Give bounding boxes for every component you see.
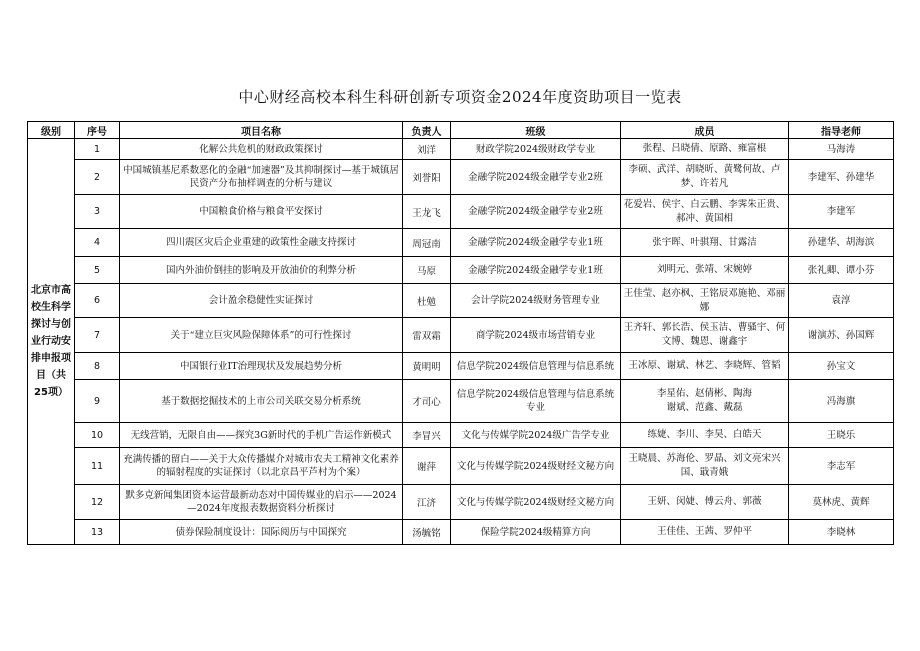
header-row bbox=[28, 122, 894, 139]
row-members: 王齐轩、郭长浩、侯玉洁、曹骚宇、何文博、魏恩、谢鑫宇 bbox=[621, 318, 789, 353]
row-class: 保险学院2024级精算方向 bbox=[451, 520, 621, 545]
row-advisor: 马海涛 bbox=[789, 139, 894, 160]
table-body bbox=[28, 139, 894, 545]
row-leader: 马原 bbox=[403, 257, 451, 284]
header-name: 项目名称 bbox=[120, 122, 403, 139]
row-members: 刘明元、张靖、宋婉婷 bbox=[621, 257, 789, 284]
header-members: 成员 bbox=[621, 122, 789, 139]
header-class: 班级 bbox=[451, 122, 621, 139]
row-seq: 3 bbox=[75, 195, 120, 229]
row-leader: 李冒兴 bbox=[403, 423, 451, 448]
row-advisor: 张礼卿、谭小芬 bbox=[789, 257, 894, 284]
row-class: 商学院2024级市场营销专业 bbox=[451, 318, 621, 353]
level-cell: 北京市高校生科学探讨与创业行动安排申报项目（共25项） bbox=[28, 139, 75, 545]
table-row bbox=[28, 139, 894, 160]
row-class: 金融学院2024级金融学专业2班 bbox=[451, 195, 621, 229]
row-advisor: 谢演苏、孙国辉 bbox=[789, 318, 894, 353]
row-leader: 周冠南 bbox=[403, 229, 451, 257]
header-leader: 负责人 bbox=[403, 122, 451, 139]
table-row bbox=[28, 485, 894, 520]
row-project-name: 充满传播的留白——关于大众传播媒介对城市农夫工精神文化素养的辐射程度的实证探讨（以北京昌平芦村为个案） bbox=[120, 448, 403, 485]
row-leader: 黄明明 bbox=[403, 353, 451, 380]
table-row bbox=[28, 448, 894, 485]
table-row bbox=[28, 257, 894, 284]
row-class: 金融学院2024级金融学专业2班 bbox=[451, 160, 621, 195]
row-seq: 1 bbox=[75, 139, 120, 160]
row-project-name: 基于数据挖掘技术的上市公司关联交易分析系统 bbox=[120, 380, 403, 423]
row-class: 财政学院2024级财政学专业 bbox=[451, 139, 621, 160]
row-class: 文化与传媒学院2024级财经文秘方向 bbox=[451, 448, 621, 485]
table-row bbox=[28, 284, 894, 318]
row-advisor: 李晓林 bbox=[789, 520, 894, 545]
table-row bbox=[28, 423, 894, 448]
row-members: 李星佑、赵倩彬、陶海 谢斌、范鑫、戴磊 bbox=[621, 380, 789, 423]
row-project-name: 默多克新闻集团资本运营最新动态对中国传媒业的启示——2024—2024年度报表数据资料分析探讨 bbox=[120, 485, 403, 520]
row-members: 王佳佳、王茜、罗仲平 bbox=[621, 520, 789, 545]
row-advisor: 李建军 bbox=[789, 195, 894, 229]
row-leader: 汤毓铭 bbox=[403, 520, 451, 545]
project-table bbox=[27, 121, 894, 545]
row-project-name: 化解公共危机的财政政策探讨 bbox=[120, 139, 403, 160]
row-seq: 2 bbox=[75, 160, 120, 195]
table-row bbox=[28, 160, 894, 195]
row-leader: 刘誉阳 bbox=[403, 160, 451, 195]
row-advisor: 李志军 bbox=[789, 448, 894, 485]
row-members: 练婕、李川、李昊、白皓天 bbox=[621, 423, 789, 448]
table-row bbox=[28, 353, 894, 380]
row-leader: 才司心 bbox=[403, 380, 451, 423]
header-seq: 序号 bbox=[75, 122, 120, 139]
row-members: 王佳莹、赵亦枫、王铭辰邓施艳、邓丽娜 bbox=[621, 284, 789, 318]
table-row bbox=[28, 229, 894, 257]
row-advisor: 莫林虎、黄辉 bbox=[789, 485, 894, 520]
header-level: 级别 bbox=[28, 122, 75, 139]
row-advisor: 王晓乐 bbox=[789, 423, 894, 448]
row-leader: 雷双霜 bbox=[403, 318, 451, 353]
row-leader: 刘洋 bbox=[403, 139, 451, 160]
row-class: 金融学院2024级金融学专业1班 bbox=[451, 257, 621, 284]
header-advisor: 指导老师 bbox=[789, 122, 894, 139]
row-project-name: 无线营销，无限自由——探究3G新时代的手机广告运作新模式 bbox=[120, 423, 403, 448]
row-members: 张宇晖、叶骐翔、甘露洁 bbox=[621, 229, 789, 257]
row-advisor: 李建军、孙建华 bbox=[789, 160, 894, 195]
row-members: 李硕、武洋、胡晓昕、黄鹭何故、卢梦、许若凡 bbox=[621, 160, 789, 195]
row-seq: 4 bbox=[75, 229, 120, 257]
row-seq: 10 bbox=[75, 423, 120, 448]
row-leader: 王龙飞 bbox=[403, 195, 451, 229]
table-row bbox=[28, 195, 894, 229]
row-seq: 12 bbox=[75, 485, 120, 520]
row-class: 金融学院2024级金融学专业1班 bbox=[451, 229, 621, 257]
row-class: 信息学院2024级信息管理与信息系统专业 bbox=[451, 380, 621, 423]
table-row bbox=[28, 520, 894, 545]
row-project-name: 关于“建立巨灾风险保障体系”的可行性探讨 bbox=[120, 318, 403, 353]
row-seq: 6 bbox=[75, 284, 120, 318]
row-class: 会计学院2024级财务管理专业 bbox=[451, 284, 621, 318]
row-members: 花爱岩、侯宇、白云鹏、李霁朱正贵、郝冲、黄国相 bbox=[621, 195, 789, 229]
row-project-name: 中国银行业IT治理现状及发展趋势分析 bbox=[120, 353, 403, 380]
row-project-name: 债券保险制度设计：国际阅历与中国探究 bbox=[120, 520, 403, 545]
row-leader: 江济 bbox=[403, 485, 451, 520]
row-project-name: 中国城镇基尼系数恶化的金融“加速器”及其抑制探讨—基于城镇居民资产分布抽样调查的分析与建议 bbox=[120, 160, 403, 195]
row-leader: 杜勉 bbox=[403, 284, 451, 318]
page-title: 中心财经高校本科生科研创新专项资金2024年度资助项目一览表 bbox=[238, 88, 682, 106]
row-members: 王妍、闵婕、傅云舟、郭薇 bbox=[621, 485, 789, 520]
row-seq: 5 bbox=[75, 257, 120, 284]
row-seq: 8 bbox=[75, 353, 120, 380]
row-seq: 7 bbox=[75, 318, 120, 353]
row-leader: 谢萍 bbox=[403, 448, 451, 485]
row-project-name: 国内外油价倒挂的影响及开放油价的利弊分析 bbox=[120, 257, 403, 284]
row-class: 信息学院2024级信息管理与信息系统 bbox=[451, 353, 621, 380]
row-members: 王晓晨、苏海伦、罗晶、刘文亮宋兴国、戢青娥 bbox=[621, 448, 789, 485]
row-advisor: 孙建华、胡海滨 bbox=[789, 229, 894, 257]
row-class: 文化与传媒学院2024级广告学专业 bbox=[451, 423, 621, 448]
table-row bbox=[28, 318, 894, 353]
row-advisor: 袁淳 bbox=[789, 284, 894, 318]
row-project-name: 四川震区灾后企业重建的政策性金融支持探讨 bbox=[120, 229, 403, 257]
row-seq: 11 bbox=[75, 448, 120, 485]
row-members: 王冰原、谢斌、林艺、李晓辉、管韬 bbox=[621, 353, 789, 380]
row-project-name: 中国粮食价格与粮食平安探讨 bbox=[120, 195, 403, 229]
row-class: 文化与传媒学院2024级财经文秘方向 bbox=[451, 485, 621, 520]
row-advisor: 孙宝文 bbox=[789, 353, 894, 380]
row-seq: 13 bbox=[75, 520, 120, 545]
row-advisor: 冯海旗 bbox=[789, 380, 894, 423]
row-seq: 9 bbox=[75, 380, 120, 423]
table-row bbox=[28, 380, 894, 423]
row-members: 张程、吕晓倩、原路、雍富根 bbox=[621, 139, 789, 160]
row-project-name: 会计盈余稳健性实证探讨 bbox=[120, 284, 403, 318]
